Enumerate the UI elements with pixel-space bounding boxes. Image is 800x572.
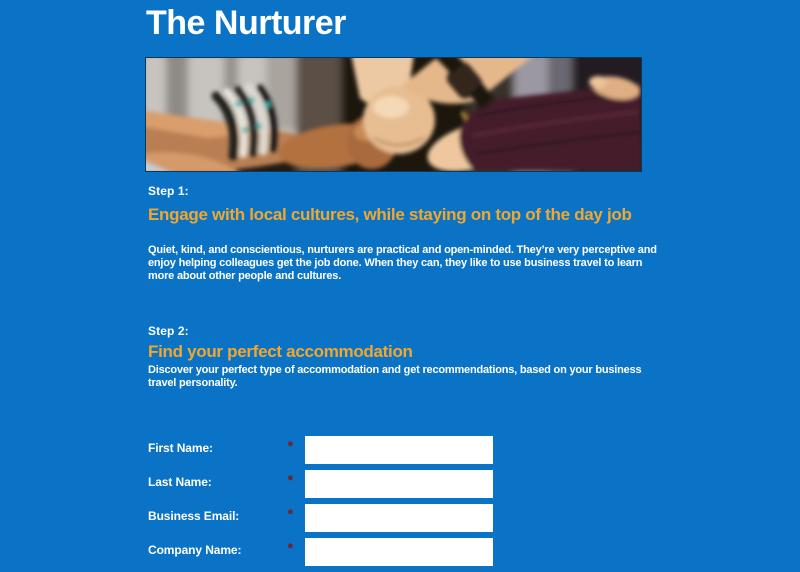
step1-description: Quiet, kind, and conscientious, nurturers are practical and open-minded. They’re very perceptive and enjoy helping colleagues get the job done. When they can, they like to use business travel to learn more about other people and cultures. — [148, 244, 657, 282]
step1-label: Step 1: — [148, 184, 189, 198]
first-name-input[interactable] — [305, 436, 493, 464]
team-fist-bump-photo — [146, 58, 641, 171]
last-name-input[interactable] — [305, 470, 493, 498]
first-name-label: First Name: — [148, 441, 213, 455]
form-row-business-email — [148, 504, 508, 532]
required-asterisk: * — [288, 439, 293, 453]
business-email-label: Business Email: — [148, 509, 240, 523]
hero-image — [146, 58, 641, 171]
form-row-first-name — [148, 436, 508, 464]
step2-label: Step 2: — [148, 324, 189, 338]
step1-heading: Engage with local cultures, while staying on top of the day job — [148, 205, 632, 224]
company-name-input[interactable] — [305, 538, 493, 566]
form-row-last-name — [148, 470, 508, 498]
last-name-label: Last Name: — [148, 475, 212, 489]
required-asterisk: * — [288, 507, 293, 521]
company-name-label: Company Name: — [148, 543, 242, 557]
required-asterisk: * — [288, 473, 293, 487]
form-row-company-name — [148, 538, 508, 566]
step2-heading: Find your perfect accommodation — [148, 342, 413, 361]
required-asterisk: * — [288, 541, 293, 555]
step2-description: Discover your perfect type of accommodation and get recommendations, based on your business travel personality. — [148, 364, 642, 389]
lead-capture-form — [148, 436, 508, 572]
page-title: The Nurturer — [146, 4, 346, 42]
business-email-input[interactable] — [305, 504, 493, 532]
